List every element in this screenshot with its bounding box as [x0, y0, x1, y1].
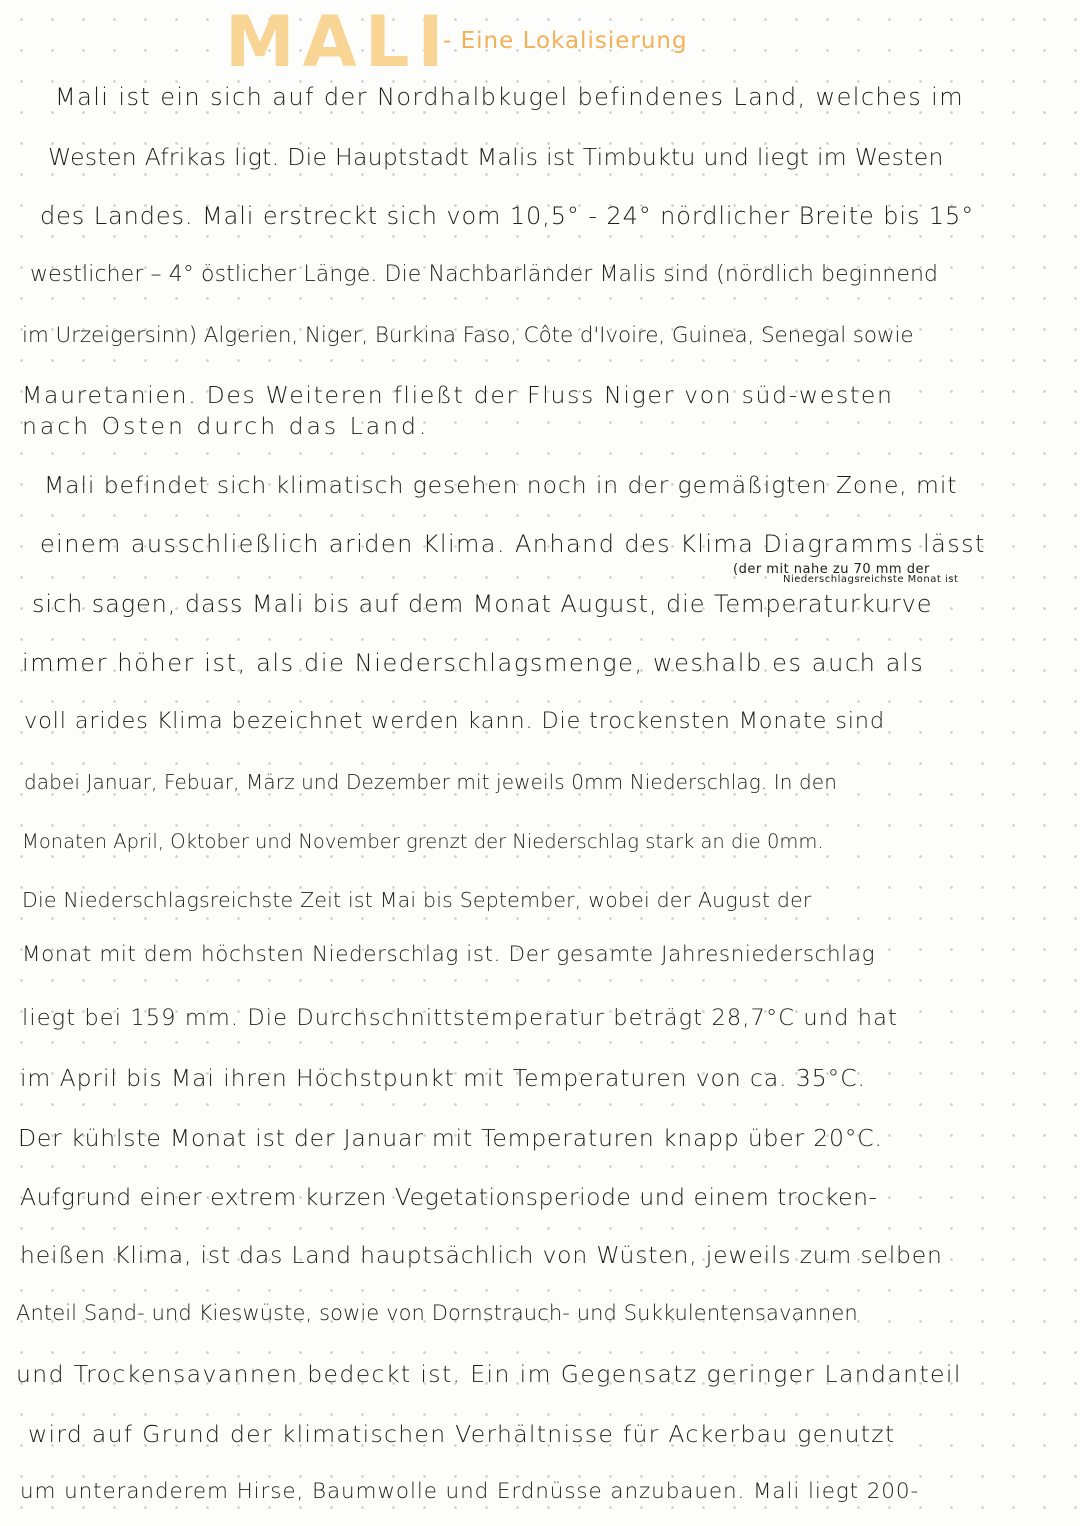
text-line-15: Die Niederschlagsreichste Zeit ist Mai bis September, wobei der August der [22, 888, 812, 912]
insertion-note-line-1: (der mit nahe zu 70 mm der [733, 562, 930, 577]
text-line-10: sich sagen, dass Mali bis auf dem Monat August, die Temperaturkurve [32, 590, 933, 618]
text-line-7: nach Osten durch das Land. [22, 412, 430, 440]
text-line-17: liegt bei 159 mm. Die Durchschnittstemperatur beträgt 28,7°C und hat [22, 1005, 898, 1031]
text-line-4: westlicher – 4° östlicher Länge. Die Nachbarländer Malis sind (nördlich beginnend [30, 262, 939, 287]
text-line-8: Mali befindet sich klimatisch gesehen noch in der gemäßigten Zone, mit [44, 471, 958, 499]
insertion-note-line-2: Niederschlagsreichste Monat ist [783, 574, 959, 585]
text-line-25: um unteranderem Hirse, Baumwolle und Erdnüsse anzubauen. Mali liegt 200- [20, 1479, 920, 1504]
text-line-18: im April bis Mai ihren Höchstpunkt mit Temperaturen von ca. 35°C. [20, 1064, 866, 1092]
text-line-21: heißen Klima, ist das Land hauptsächlich von Wüsten, jeweils zum selben [20, 1241, 943, 1269]
page-subtitle: - Eine Lokalisierung [443, 28, 688, 54]
text-line-14: Monaten April, Oktober und November grenzt der Niederschlag stark an die 0mm. [22, 830, 824, 853]
text-line-5: im Urzeigersinn) Algerien, Niger, Burkina Faso, Côte d'Ivoire, Guinea, Senegal sowie [22, 323, 914, 348]
text-line-2: Westen Afrikas ligt. Die Hauptstadt Malis ist Timbuktu und liegt im Westen [48, 143, 944, 171]
text-line-13: dabei Januar, Febuar, März und Dezember mit jeweils 0mm Niederschlag. In den [24, 770, 837, 794]
text-line-22: Anteil Sand- und Kieswüste, sowie von Dornstrauch- und Sukkulentensavannen [16, 1301, 858, 1325]
text-line-16: Monat mit dem höchsten Niederschlag ist. Der gesamte Jahresniederschlag [22, 942, 876, 967]
page-title: MALI [225, 1, 452, 83]
text-line-11: immer höher ist, als die Niederschlagsmenge, weshalb es auch als [22, 649, 925, 677]
text-line-19: Der kühlste Monat ist der Januar mit Temperaturen knapp über 20°C. [18, 1124, 883, 1152]
title-row [225, 1, 785, 83]
text-line-1: Mali ist ein sich auf der Nordhalbkugel befindenes Land, welches im [55, 83, 964, 111]
text-line-6: Mauretanien. Des Weiteren fließt der Fluss Niger von süd-westen [22, 381, 894, 409]
text-line-20: Aufgrund einer extrem kurzen Vegetationsperiode und einem trocken- [20, 1183, 878, 1211]
text-line-9: einem ausschließlich ariden Klima. Anhand des Klima Diagramms lässt [40, 530, 986, 558]
text-line-24: wird auf Grund der klimatischen Verhältnisse für Ackerbau genutzt [28, 1420, 896, 1448]
text-line-12: voll arides Klima bezeichnet werden kann. Die trockensten Monate sind [24, 708, 885, 734]
text-line-23: und Trockensavannen bedeckt ist. Ein im Gegensatz geringer Landanteil [16, 1360, 962, 1388]
text-line-3: des Landes. Mali erstreckt sich vom 10,5° - 24° nördlicher Breite bis 15° [40, 202, 975, 230]
